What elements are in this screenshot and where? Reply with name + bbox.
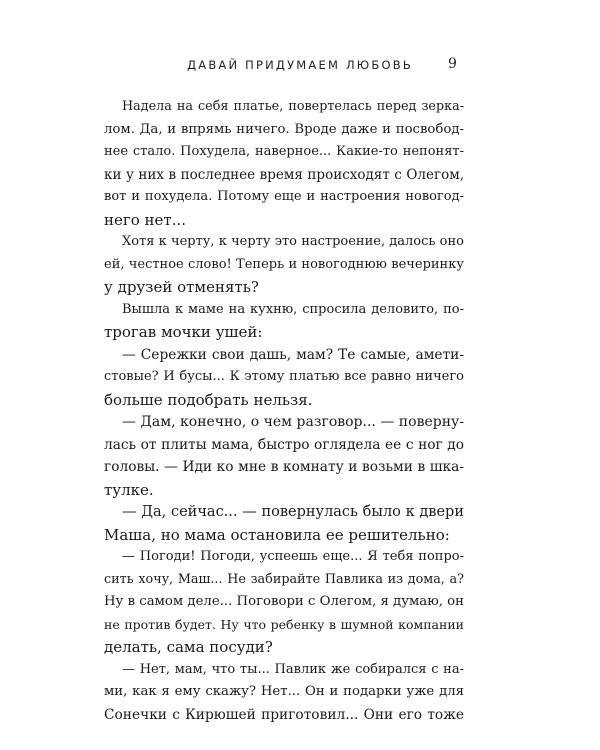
text-line: сить хочу, Маш... Не забирайте Павлика из дома, а? <box>104 571 464 587</box>
text-line: вот и похудела. Потому еще и настроения новогод- <box>104 189 464 204</box>
text-line: нее стало. Похудела, наверное... Какие-то непонят- <box>104 144 464 159</box>
text-line: головы. — Иди ко мне в комнату и возьми в шка- <box>104 459 464 475</box>
text-line: больше подобрать нельзя. <box>104 390 313 409</box>
text-line: Маша, но мама остановила ее решительно: <box>104 525 450 544</box>
running-title: ДАВАЙ ПРИДУМАЕМ ЛЮБОВЬ <box>187 58 413 72</box>
text-line: — Нет, мам, что ты... Павлик же собирался с на- <box>122 661 464 677</box>
text-line: ки у них в последнее время происходят с Олегом, <box>104 166 464 183</box>
text-line: тулке. <box>104 480 154 499</box>
text-line: — Дам, конечно, о чем разговор... — поверну- <box>122 414 464 430</box>
text-line: — Сережки свои дашь, мам? Те самые, амети- <box>122 346 464 363</box>
text-line: ми, как я ему скажу? Нет... Он и подарки уже для <box>104 684 464 699</box>
text-line: у друзей отменять? <box>104 278 259 296</box>
text-line: стовые? И бусы... К этому платью все равно ничего <box>104 369 464 384</box>
text-line: Хотя к черту, к черту это настроение, далось оно <box>122 234 464 249</box>
text-line: лась от плиты мама, быстро оглядела ее с ног до <box>104 436 464 453</box>
page-header <box>0 58 600 78</box>
text-line: Ну в самом деле... Поговори с Олегом, я думаю, он <box>104 594 464 609</box>
body-text <box>104 96 464 726</box>
page-number: 9 <box>448 56 457 72</box>
text-line: Сонечки с Кирюшей приготовил... Они его тоже <box>104 706 464 723</box>
text-line: него нет... <box>104 210 187 229</box>
text-line: ей, честное слово! Теперь и новогоднюю вечеринку <box>104 256 464 272</box>
text-line: — Да, сейчас... — повернулась было к двери <box>122 504 464 520</box>
text-line: делать, сама посуди? <box>104 638 273 656</box>
text-line: не против будет. Ну что ребенку в шумной компании <box>104 616 464 632</box>
text-line: Надела на себя платье, повертелась перед зерка- <box>122 99 464 114</box>
text-line: трогав мочки ушей: <box>104 323 263 341</box>
text-line: — Погоди! Погоди, успеешь еще... Я тебя попро- <box>122 549 464 564</box>
text-line: Вышла к маме на кухню, спросила деловито, по- <box>122 301 464 317</box>
text-line: лом. Да, и впрямь ничего. Вроде даже и посвобод- <box>104 121 464 137</box>
